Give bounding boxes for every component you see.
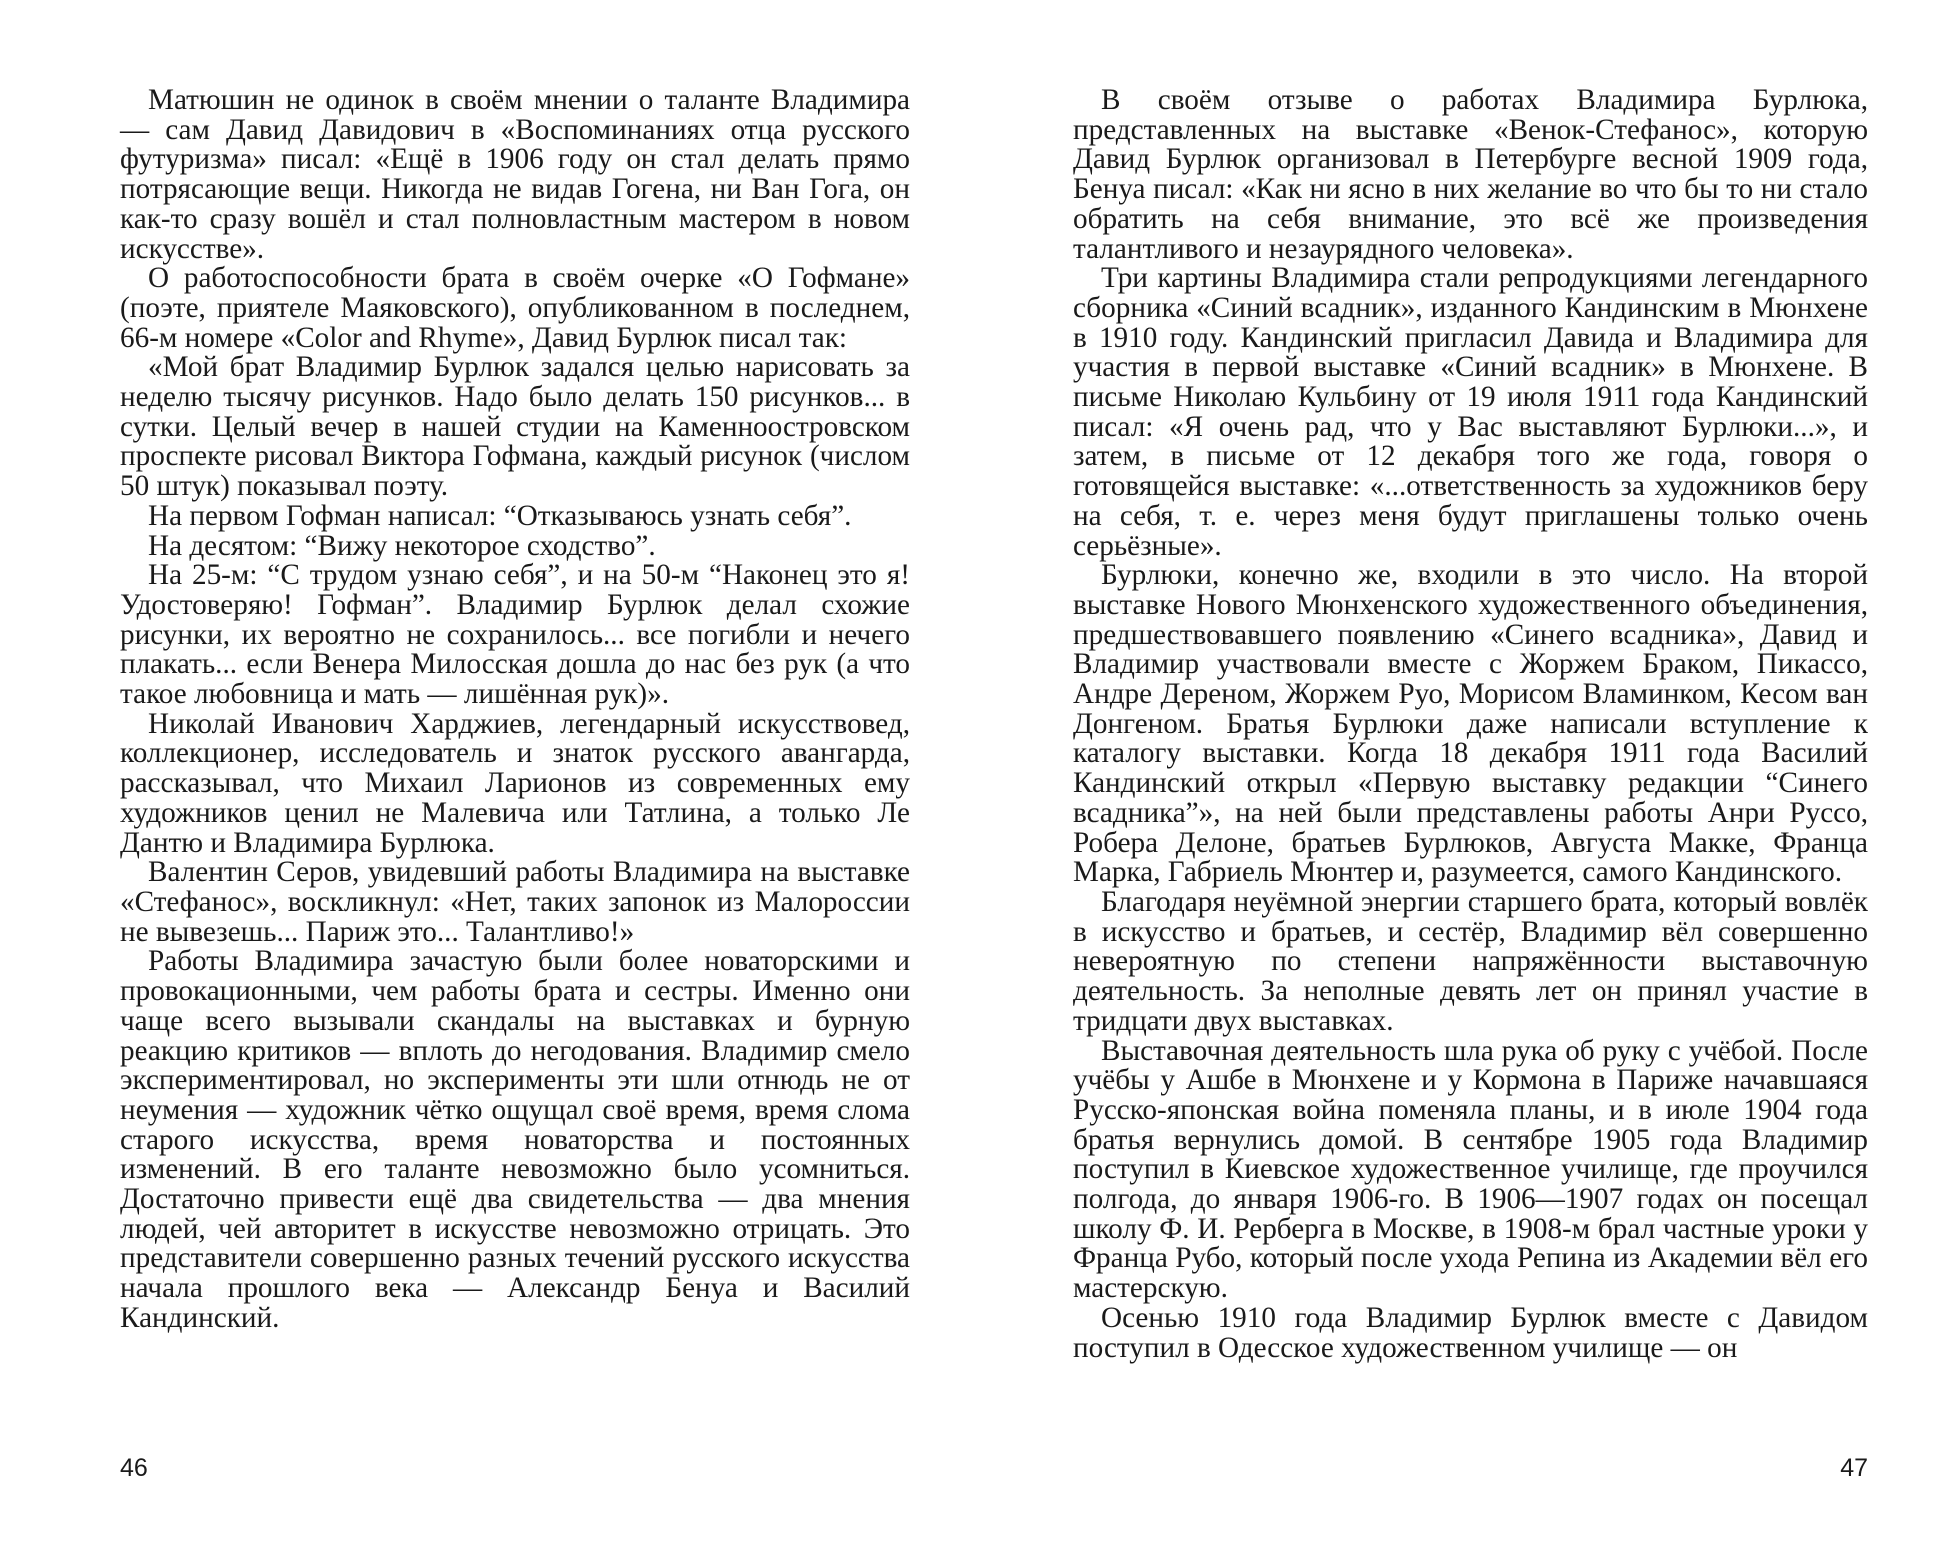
paragraph: Работы Владимира зачастую были более новаторскими и провокационными, чем работы брата и сестры. Именно они чаще всего вызывали скандалы на выставках и бурную реакцию критиков — вплоть до негодования. Владимир смело экспериментировал, но эксперименты эти шли отнюдь не от неумения — художник чётко ощущал своё время, время слома старого искусства, время новаторства и постоянных изменений. В его таланте невозможно было усомниться. Достаточно привести ещё два свидетельства — два мнения людей, чей авторитет в искусстве невозможно отрицать. Это представители совершенно разных течений русского искусства начала прошлого века — Александр Бенуа и Василий Кандинский. [120, 945, 910, 1334]
paragraph: О работоспособности брата в своём очерке «О Гофмане» (поэте, приятеле Маяковского), опубликованном в последнем, 66-м номере «Color and Rhyme», Давид Бурлюк писал так: [120, 262, 910, 354]
paragraph: Выставочная деятельность шла рука об руку с учёбой. После учёбы у Ашбе в Мюнхене и у Кормона в Париже начавшаяся Русско-японская война поменяла планы, и в июле 1904 года братья вернулись домой. В сентябре 1905 года Владимир поступил в Киевское художественное училище, где проучился полгода, до января 1906-го. В 1906—1907 годах он посещал школу Ф. И. Рерберга в Москве, в 1908-м брал частные уроки у Франца Рубо, который после ухода Репина из Академии вёл его мастерскую. [1073, 1034, 1868, 1305]
left-page-text [120, 86, 910, 1334]
paragraph: Три картины Владимира стали репродукциями легендарного сборника «Синий всадник», изданного Кандинским в Мюнхене в 1910 году. Кандинский пригласил Давида и Владимира для участия в первой выставке «Синий всадник» в Мюнхене. В письме Николаю Кульбину от 19 июля 1911 года Кандинский писал: «Я очень рад, что у Вас выставляют Бурлюки...», и затем, в письме от 12 декабря того же года, говоря о готовящейся выставке: «...ответственность за художников беру на себя, т. е. через меня будут приглашены только очень серьёзные». [1073, 262, 1868, 562]
page-number-right: 47 [1840, 1454, 1868, 1482]
paragraph: Осенью 1910 года Владимир Бурлюк вместе с Давидом поступил в Одесское художественном училище — он [1073, 1301, 1868, 1364]
paragraph: Бурлюки, конечно же, входили в это число. На второй выставке Нового Мюнхенского художественного объединения, предшествовавшего появлению «Синего всадника», Давид и Владимир участвовали вместе с Жоржем Браком, Пикассо, Андре Дереном, Жоржем Руо, Морисом Вламинком, Кесом ван Донгеном. Братья Бурлюки даже написали вступление к каталогу выставки. Когда 18 декабря 1911 года Василий Кандинский открыл «Первую выставку редакции “Синего всадника”», на ней были представлены работы Анри Руссо, Робера Делоне, братьев Бурлюков, Августа Макке, Франца Марка, Габриель Мюнтер и, разумеется, самого Кандинского. [1073, 559, 1868, 889]
paragraph: В своём отзыве о работах Владимира Бурлюка, представленных на выставке «Венок-Стефанос», которую Давид Бурлюк организовал в Петербурге весной 1909 года, Бенуа писал: «Как ни ясно в них желание во что бы то ни стало обратить на себя внимание, это всё же произведения талантливого и незаурядного человека». [1073, 84, 1868, 265]
quote-paragraph: На первом Гофман написал: “Отказываюсь узнать себя”. [148, 499, 852, 532]
page-number-left: 46 [120, 1454, 148, 1482]
quote-paragraph: На десятом: “Вижу некоторое сходство”. [148, 529, 656, 562]
right-page-text [1073, 86, 1868, 1363]
quote-paragraph: «Мой брат Владимир Бурлюк задался целью нарисовать за неделю тысячу рисунков. Надо было делать 150 рисунков... в сутки. Целый вечер в нашей студии на Каменноостровском проспекте рисовал Виктора Гофмана, каждый рисунок (числом 50 штук) показывал поэту. [120, 351, 910, 503]
paragraph: Благодаря неуёмной энергии старшего брата, который вовлёк в искусство и братьев, и сестёр, Владимир вёл совершенно невероятную по степени напряжённости выставочную деятельность. За неполные девять лет он принял участие в тридцати двух выставках. [1073, 885, 1868, 1037]
paragraph: Николай Иванович Харджиев, легендарный искусствовед, коллекционер, исследователь и знаток русского авангарда, рассказывал, что Михаил Ларионов из современных ему художников ценил не Малевича или Татлина, а только Ле Дантю и Владимира Бурлюка. [120, 707, 910, 859]
paragraph: Валентин Серов, увидевший работы Владимира на выставке «Стефанос», воскликнул: «Нет, таких запонок из Малороссии не вывезешь... Париж это... Талантливо!» [120, 856, 910, 948]
paragraph: Матюшин не одинок в своём мнении о таланте Владимира — сам Давид Давидович в «Воспоминаниях отца русского футуризма» писал: «Ещё в 1906 году он стал делать прямо потрясающие вещи. Никогда не видав Гогена, ни Ван Гога, он как-то сразу вошёл и стал полновластным мастером в новом искусстве». [120, 84, 910, 265]
quote-paragraph: На 25-м: “С трудом узнаю себя”, и на 50-м “Наконец это я! Удостоверяю! Гофман”. Владимир Бурлюк делал схожие рисунки, их вероятно не сохранилось... все погибли и нечего плакать... если Венера Милосская дошла до нас без рук (а что такое любовница и мать — лишённая рук)». [120, 559, 910, 711]
